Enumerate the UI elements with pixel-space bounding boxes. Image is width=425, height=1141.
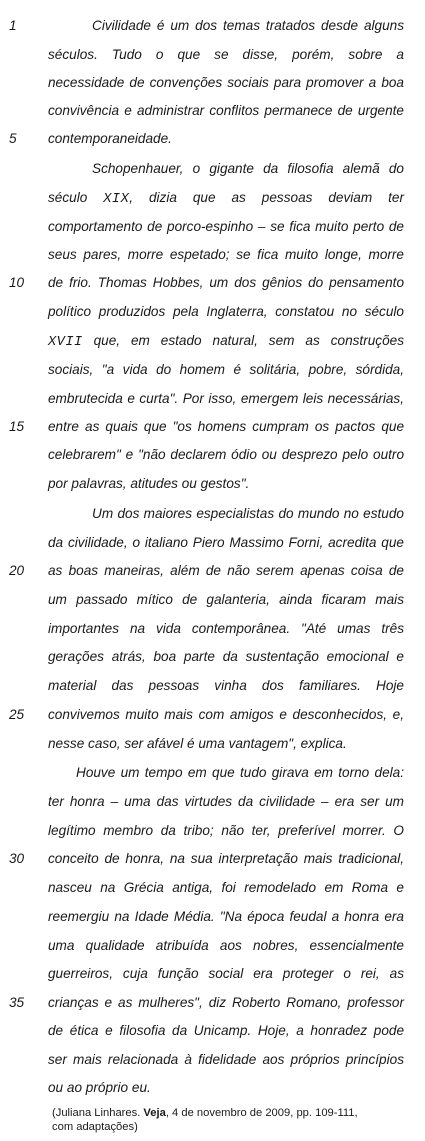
text-line: um passado mítico de galanteria, ainda ficaram mais (48, 592, 404, 607)
text-line: legítimo membro da tribo; não ter, preferível morrer. O (48, 823, 404, 838)
text-line (48, 332, 404, 352)
text-line: ou ao próprio eu. (48, 1080, 151, 1095)
text-segment: , dizia que as pessoas deviam ter (129, 190, 405, 205)
line-number: 35 (9, 995, 25, 1010)
line-number: 1 (9, 18, 17, 33)
text-line: de frio. Thomas Hobbes, um dos gênios do pensamento (48, 275, 404, 290)
text-line: de ética e filosofia da Unicamp. Hoje, a honradez pode (48, 1023, 404, 1038)
roman-numeral: XIX (103, 192, 130, 207)
text-line: uma qualidade atribuída aos nobres, essencialmente (48, 938, 404, 953)
citation-line-2: com adaptações) (52, 1121, 138, 1133)
line-number: 5 (9, 131, 17, 146)
citation (52, 1107, 412, 1120)
text-line: importantes na vida contemporânea. "Até umas três (48, 621, 404, 636)
line-number: 15 (9, 419, 25, 434)
text-line: ter honra – uma das virtudes da civilidade – era ser um (48, 794, 404, 809)
text-line: conceito de honra, na sua interpretação mais tradicional, (48, 851, 404, 866)
line-number: 25 (9, 707, 25, 722)
text-segment: século (48, 190, 104, 205)
text-line: político produzidos pela Inglaterra, constatou no século (48, 304, 404, 319)
text-line: seus pares, morre espetado; se fica muito longe, morre (48, 247, 404, 262)
line-number: 20 (9, 563, 25, 578)
text-line: Houve um tempo em que tudo girava em torno dela: (76, 765, 404, 780)
text-line: ser mais relacionada à fidelidade aos próprios princípios (48, 1052, 404, 1067)
text-line: sociais, "a vida do homem é solitária, pobre, sórdida, (48, 362, 404, 377)
text-line: celebrarem" e "não declarem ódio ou desprezo pelo outro (48, 447, 404, 462)
text-line: comportamento de porco-espinho – se fica muito perto de (48, 219, 404, 234)
citation-source: Veja (143, 1107, 166, 1119)
text-line: Schopenhauer, o gigante da filosofia alemã do (92, 161, 404, 176)
text-line (48, 189, 404, 209)
roman-numeral: XVII (48, 335, 83, 350)
text-line: séculos. Tudo o que se disse, porém, sobre a (48, 47, 404, 62)
text-line: material das pessoas vinha dos familiares. Hoje (48, 678, 404, 693)
line-number: 10 (9, 275, 25, 290)
text-line: necessidade de convenções sociais para promover a boa (48, 75, 404, 90)
text-line: por palavras, atitudes ou gestos". (48, 476, 250, 491)
text-line: crianças e as mulheres", diz Roberto Romano, professor (48, 995, 404, 1010)
citation-author: (Juliana Linhares. (52, 1107, 144, 1119)
text-line: gerações atrás, boa parte da sustentação emocional e (48, 649, 404, 664)
citation-details: , 4 de novembro de 2009, pp. 109-111, (165, 1107, 358, 1119)
text-segment: que, em estado natural, sem as construções (82, 333, 404, 348)
text-line: nasceu na Grécia antiga, foi remodelado em Roma e (48, 880, 404, 895)
text-line: convivência e administrar conflitos permanece de urgente (48, 103, 404, 118)
text-line: embrutecida e curta". Por isso, emergem leis necessárias, (48, 391, 404, 406)
text-line: Civilidade é um dos temas tratados desde alguns (92, 18, 404, 33)
text-line: reemergiu na Idade Média. "Na época feudal a honra era (48, 909, 404, 924)
text-line: da civilidade, o italiano Piero Massimo Forni, acredita que (48, 535, 404, 550)
text-line: Um dos maiores especialistas do mundo no estudo (92, 506, 404, 521)
line-number: 30 (9, 851, 25, 866)
text-line: convivemos muito mais com amigos e desconhecidos, e, (48, 707, 404, 722)
text-line: guerreiros, cuja função social era proteger o rei, as (48, 966, 404, 981)
text-line: contemporaneidade. (48, 131, 172, 146)
text-line: nesse caso, ser afável é uma vantagem", explica. (48, 736, 347, 751)
text-line: as boas maneiras, além de não serem apenas coisa de (48, 563, 404, 578)
text-line: entre as quais que "os homens cumpram os pactos que (48, 419, 404, 434)
